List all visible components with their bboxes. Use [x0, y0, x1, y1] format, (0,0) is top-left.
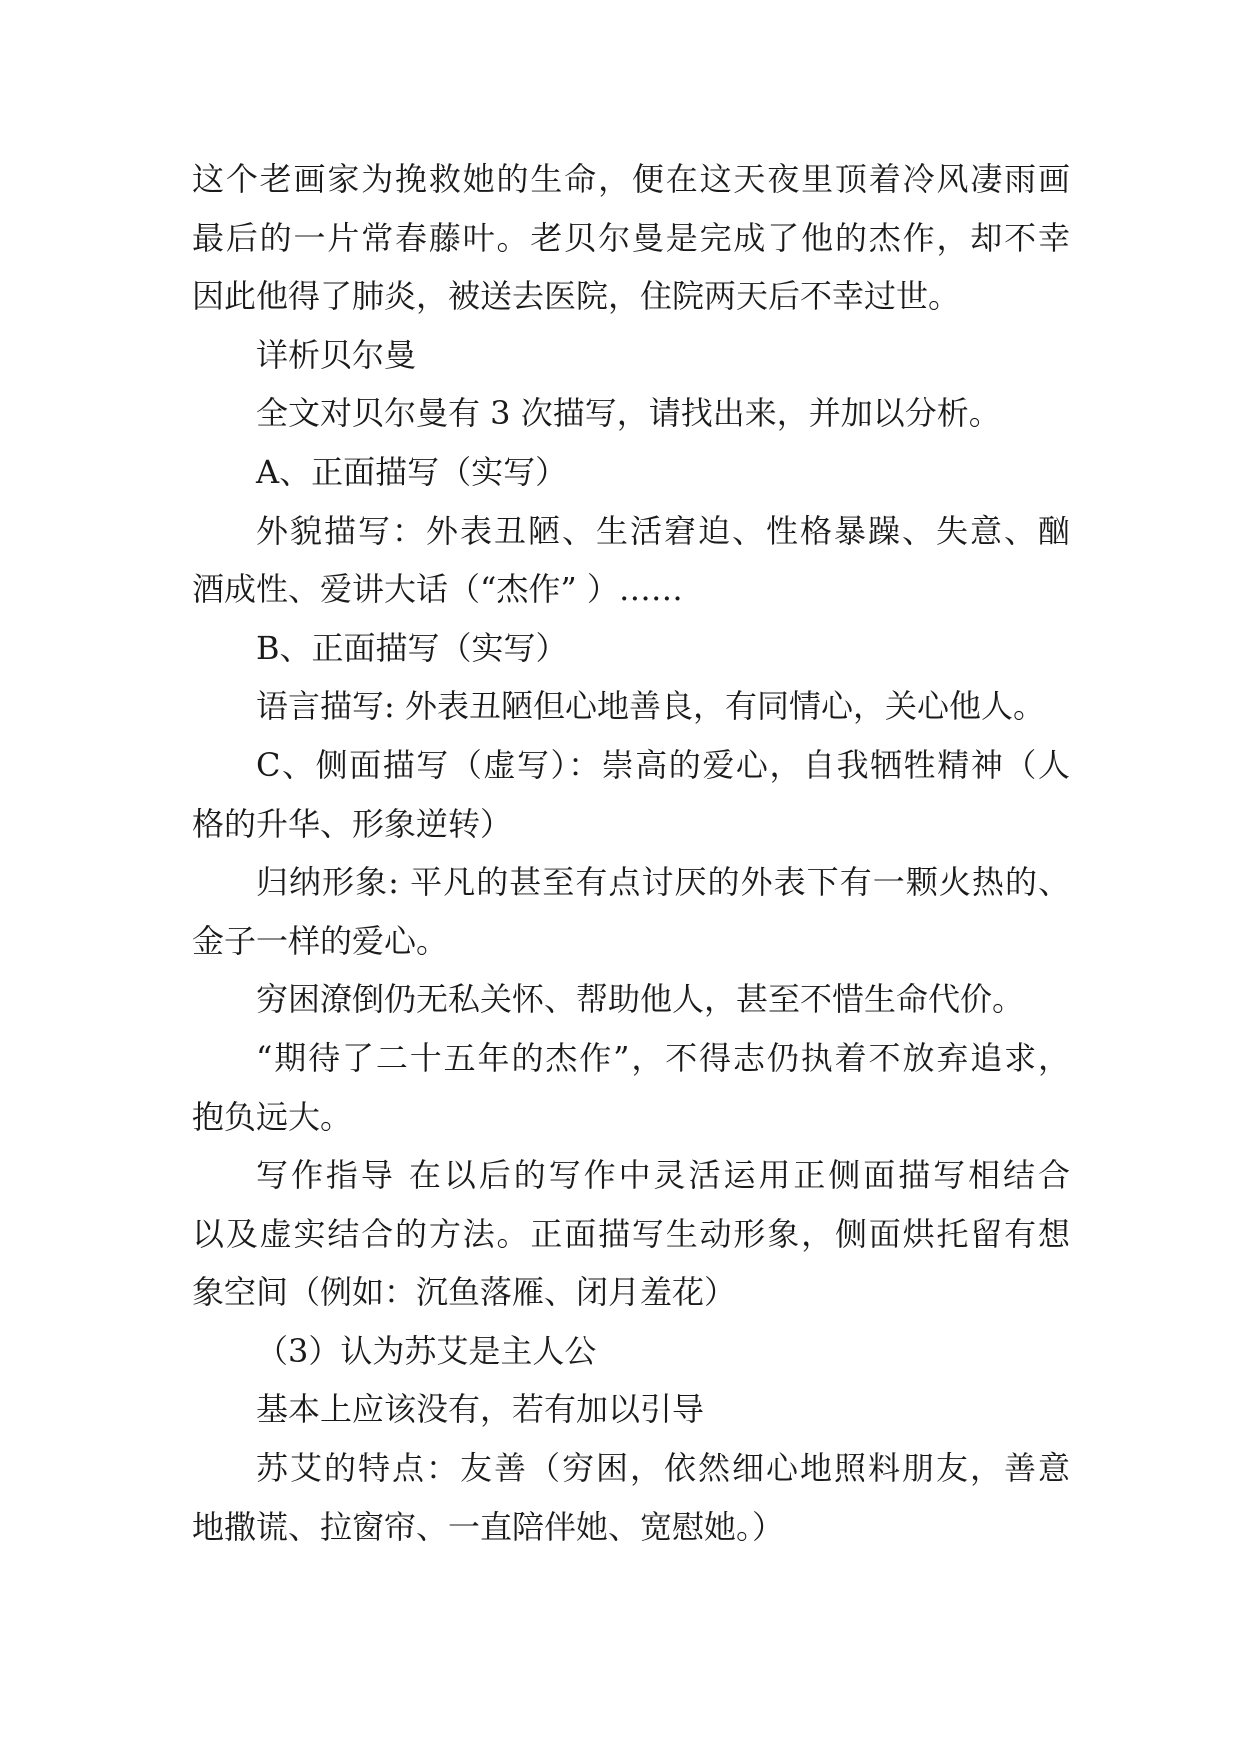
text-line: 归纳形象: 平凡的甚至有点讨厌的外表下有一颗火热的、 [256, 863, 1070, 902]
text-line: 详析贝尔曼 [256, 335, 417, 374]
text-line: “期待了二十五年的杰作”，不得志仍执着不放弃追求， [256, 1038, 1070, 1077]
text-line: 外貌描写：外表丑陋、生活窘迫、性格暴躁、失意、酗 [256, 511, 1070, 550]
text-line: 全文对贝尔曼有 3 次描写，请找出来，并加以分析。 [256, 394, 1001, 433]
text-line: （3）认为苏艾是主人公 [256, 1331, 597, 1370]
text-line: C、侧面描写（虚写）：崇高的爱心，自我牺牲精神（人 [256, 745, 1070, 784]
text-line: 苏艾的特点：友善（穷困，依然细心地照料朋友，善意 [256, 1449, 1070, 1488]
text-line: 这个老画家为挽救她的生命，便在这天夜里顶着冷风凄雨画 [192, 160, 1070, 198]
text-line: 以及虚实结合的方法。正面描写生动形象，侧面烘托留有想 [192, 1214, 1070, 1253]
text-line: 象空间（例如：沉鱼落雁、闭月羞花） [192, 1273, 737, 1312]
text-line: B、正面描写（实写） [256, 628, 568, 667]
body-text [192, 150, 1070, 1556]
text-line: A、正面描写（实写） [256, 452, 568, 491]
text-line: 金子一样的爱心。 [192, 921, 449, 960]
text-line: 格的升华、形象逆转） [192, 804, 513, 843]
text-line: 最后的一片常春藤叶。老贝尔曼是完成了他的杰作，却不幸 [192, 218, 1070, 257]
text-line: 写作指导 在以后的写作中灵活运用正侧面描写相结合 [256, 1156, 1070, 1195]
text-line: 因此他得了肺炎，被送去医院，住院两天后不幸过世。 [192, 277, 961, 316]
text-line: 抱负远大。 [192, 1097, 353, 1136]
text-line: 穷困潦倒仍无私关怀、帮助他人，甚至不惜生命代价。 [256, 980, 1025, 1019]
text-line: 酒成性、爱讲大话（“杰作” ）…… [192, 570, 683, 609]
text-line: 地撒谎、拉窗帘、一直陪伴她、宽慰她。） [192, 1507, 785, 1546]
text-line: 基本上应该没有，若有加以引导 [256, 1390, 705, 1429]
text-line: 语言描写: 外表丑陋但心地善良，有同情心，关心他人。 [256, 687, 1045, 726]
